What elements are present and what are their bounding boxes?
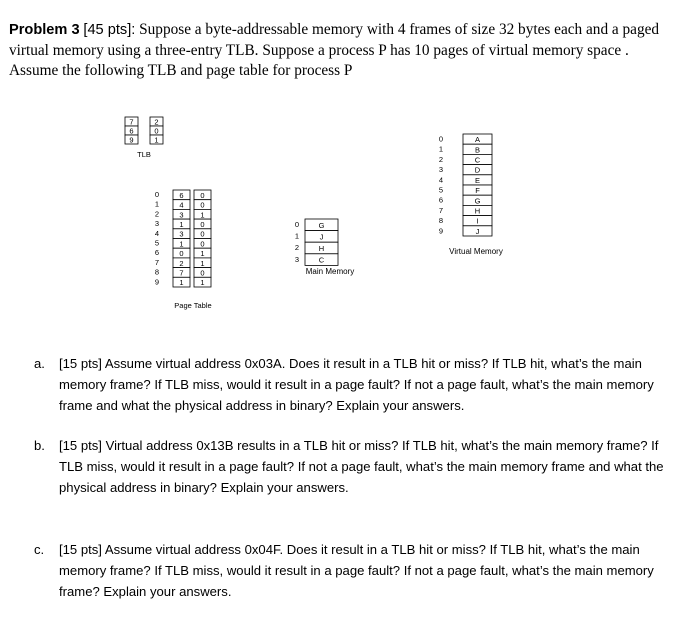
row-index: 0 bbox=[154, 190, 160, 199]
row-index: 8 bbox=[154, 267, 160, 277]
virtual-memory-page-content: F bbox=[475, 186, 480, 196]
row-index: 6 bbox=[154, 248, 160, 258]
question-text: [15 pts] Virtual address 0x13B results in a TLB hit or miss? If TLB hit, what’s the main memory frame? If TLB miss, would it result in a page fault? If not a page fault, what’s the main memory frame and what the physical address in binary? Explain your answers. bbox=[59, 438, 664, 495]
page-table-frame: 1 bbox=[179, 278, 184, 288]
row-index: 3 bbox=[438, 165, 444, 175]
row-index: 9 bbox=[438, 226, 444, 236]
page-table-frame: 0 bbox=[179, 249, 184, 259]
main-memory-caption: Main Memory bbox=[305, 267, 355, 276]
row-index: 6 bbox=[438, 195, 444, 205]
page-table-valid: 1 bbox=[200, 210, 205, 220]
virtual-memory-page-content: J bbox=[475, 226, 480, 236]
page-table-valid: 0 bbox=[200, 200, 205, 210]
virtual-memory-caption: Virtual Memory bbox=[449, 247, 503, 256]
page-table bbox=[155, 190, 212, 310]
question-c bbox=[34, 539, 664, 602]
page-table-valid: 1 bbox=[200, 278, 205, 288]
main-memory-frame-content: C bbox=[318, 255, 325, 265]
page-table-valid: 0 bbox=[200, 268, 205, 278]
memory-diagram bbox=[110, 112, 530, 312]
virtual-memory-table bbox=[439, 134, 503, 256]
row-index: 9 bbox=[154, 277, 160, 287]
problem-points: [45 pts]: bbox=[83, 22, 136, 38]
tlb-frame: 1 bbox=[154, 135, 159, 145]
question-b bbox=[34, 435, 664, 498]
row-index: 2 bbox=[294, 243, 300, 253]
page-table-frame: 6 bbox=[179, 190, 184, 200]
main-memory-frame-content: H bbox=[318, 244, 325, 253]
tlb-page: 6 bbox=[129, 126, 134, 136]
row-index: 1 bbox=[438, 144, 444, 154]
virtual-memory-page-content: G bbox=[474, 196, 481, 206]
question-text: [15 pts] Assume virtual address 0x03A. Does it result in a TLB hit or miss? If TLB hit, what’s the main memory frame? If TLB miss, would it result in a page fault? If not a page fault, what’s the main memory frame and what the physical address in binary? Explain your answers. bbox=[59, 356, 654, 413]
page-table-frame: 1 bbox=[179, 219, 184, 229]
page-table-valid: 1 bbox=[200, 249, 205, 259]
question-label: a. bbox=[34, 356, 45, 371]
page-table-valid: 1 bbox=[200, 258, 205, 268]
question-label: c. bbox=[34, 542, 45, 557]
problem-label: Problem 3 bbox=[9, 22, 80, 38]
question-a bbox=[34, 353, 664, 416]
page-table-frame: 4 bbox=[179, 200, 184, 210]
problem-text: Suppose a byte-addressable memory with 4 frames of size 32 bytes each and a paged virtual memory using a three-entry TLB. Suppose a process P has 10 pages of virtual memory space . Assume the following TLB and page table for process P bbox=[9, 21, 660, 79]
virtual-memory-page-content: D bbox=[474, 165, 481, 175]
row-index: 5 bbox=[154, 238, 160, 248]
row-index: 8 bbox=[438, 216, 444, 226]
virtual-memory-page-content: E bbox=[474, 175, 481, 185]
row-index: 1 bbox=[154, 199, 160, 209]
page-table-valid: 0 bbox=[200, 219, 205, 229]
tlb-page: 7 bbox=[129, 117, 134, 127]
row-index: 7 bbox=[438, 205, 444, 215]
page-table-valid: 0 bbox=[200, 239, 205, 249]
row-index: 2 bbox=[438, 154, 444, 164]
page-table-caption: Page Table bbox=[174, 301, 212, 310]
tlb-caption: TLB bbox=[137, 150, 151, 159]
row-index: 3 bbox=[294, 254, 300, 264]
row-index: 2 bbox=[154, 209, 160, 219]
row-index: 5 bbox=[438, 185, 444, 195]
row-index: 4 bbox=[154, 228, 160, 238]
question-label: b. bbox=[34, 438, 45, 453]
row-index: 1 bbox=[294, 231, 300, 241]
main-memory-table bbox=[295, 219, 354, 276]
row-index: 7 bbox=[154, 257, 160, 267]
tlb-table bbox=[125, 117, 163, 159]
main-memory-frame-content: J bbox=[319, 232, 324, 242]
page-table-valid: 0 bbox=[200, 229, 205, 239]
page-table-frame: 2 bbox=[179, 258, 184, 268]
problem-statement bbox=[9, 20, 677, 82]
tlb-frame: 2 bbox=[154, 117, 159, 127]
page-table-frame: 3 bbox=[179, 210, 184, 220]
virtual-memory-page-content: B bbox=[474, 145, 481, 155]
tlb-frame: 0 bbox=[154, 126, 159, 136]
virtual-memory-page-content: A bbox=[474, 135, 481, 145]
page-table-frame: 1 bbox=[179, 239, 184, 249]
question-text: [15 pts] Assume virtual address 0x04F. Does it result in a TLB hit or miss? If TLB hit, what’s the main memory frame? If TLB miss, would it result in a page fault? If not a page fault, what’s the main memory frame? Explain your answers. bbox=[59, 542, 654, 599]
main-memory-frame-content: G bbox=[318, 220, 325, 230]
page-table-frame: 7 bbox=[179, 268, 184, 278]
row-index: 4 bbox=[438, 175, 444, 185]
row-index: 0 bbox=[294, 220, 300, 229]
row-index: 0 bbox=[438, 134, 444, 144]
page-table-valid: 0 bbox=[200, 190, 205, 200]
virtual-memory-page-content: H bbox=[474, 206, 481, 216]
row-index: 3 bbox=[154, 219, 160, 229]
tlb-page: 9 bbox=[129, 135, 134, 145]
virtual-memory-page-content: I bbox=[476, 216, 479, 226]
virtual-memory-page-content: C bbox=[474, 155, 481, 165]
page-table-frame: 3 bbox=[179, 229, 184, 239]
